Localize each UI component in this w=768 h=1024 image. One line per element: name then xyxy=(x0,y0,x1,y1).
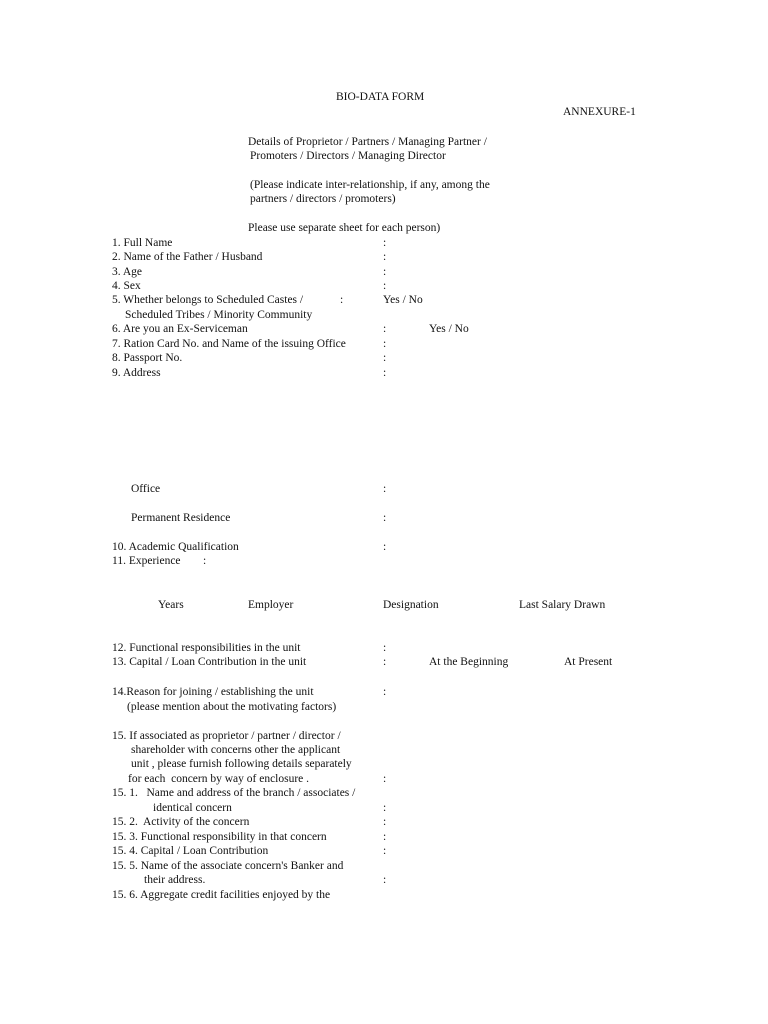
colon: : xyxy=(383,352,387,364)
field-15-5-line-2: their address. xyxy=(144,874,206,886)
details-line-2: Promoters / Directors / Managing Director xyxy=(250,150,446,162)
note-line-1: (Please indicate inter-relationship, if any, among the xyxy=(250,179,490,191)
field-associated-line-1: 15. If associated as proprietor / partner / director / xyxy=(112,730,341,742)
field-ration-card: 7. Ration Card No. and Name of the issuing Office xyxy=(112,338,346,350)
colon: : xyxy=(383,845,387,857)
field-address: 9. Address xyxy=(112,367,161,379)
colon: : xyxy=(383,541,387,553)
colon: : xyxy=(383,338,387,350)
field-experience: 11. Experience xyxy=(112,555,181,567)
field-15-1-line-2: identical concern xyxy=(153,802,232,814)
colon: : xyxy=(383,483,387,495)
field-reason-note: (please mention about the motivating factors) xyxy=(127,701,337,713)
details-line-1: Details of Proprietor / Partners / Managing Partner / xyxy=(248,136,487,148)
colon: : xyxy=(383,802,387,814)
field-15-4: 15. 4. Capital / Loan Contribution xyxy=(112,845,269,857)
colon: : xyxy=(340,294,344,306)
field-associated-line-2: shareholder with concerns other the applicant xyxy=(131,744,341,756)
experience-header-years: Years xyxy=(158,599,184,611)
field-functional-responsibilities: 12. Functional responsibilities in the unit xyxy=(112,642,301,654)
field-15-3: 15. 3. Functional responsibility in that concern xyxy=(112,831,327,843)
field-15-2: 15. 2. Activity of the concern xyxy=(112,816,250,828)
colon: : xyxy=(383,251,387,263)
annexure-label: ANNEXURE-1 xyxy=(563,106,636,118)
field-15-1-line-1: 15. 1. Name and address of the branch / associates / xyxy=(112,787,356,799)
colon: : xyxy=(383,874,387,886)
experience-header-employer: Employer xyxy=(248,599,294,611)
field-caste-line-2: Scheduled Tribes / Minority Community xyxy=(125,309,313,321)
field-caste-line-1: 5. Whether belongs to Scheduled Castes / xyxy=(112,294,304,306)
colon: : xyxy=(383,642,387,654)
field-capital-contribution: 13. Capital / Loan Contribution in the unit xyxy=(112,656,307,668)
colon: : xyxy=(383,512,387,524)
colon: : xyxy=(383,266,387,278)
colon: : xyxy=(383,686,387,698)
field-full-name: 1. Full Name xyxy=(112,237,173,249)
field-office: Office xyxy=(131,483,161,495)
field-15-5-line-1: 15. 5. Name of the associate concern's Banker and xyxy=(112,860,344,872)
field-associated-line-4: for each concern by way of enclosure . xyxy=(128,773,310,785)
colon: : xyxy=(383,367,387,379)
colon: : xyxy=(383,323,387,335)
field-father-husband: 2. Name of the Father / Husband xyxy=(112,251,263,263)
field-ex-serviceman: 6. Are you an Ex-Serviceman xyxy=(112,323,248,335)
field-associated-line-3: unit , please furnish following details separately xyxy=(131,758,352,770)
colon: : xyxy=(383,280,387,292)
experience-header-designation: Designation xyxy=(383,599,439,611)
field-academic-qualification: 10. Academic Qualification xyxy=(112,541,239,553)
field-15-6: 15. 6. Aggregate credit facilities enjoyed by the xyxy=(112,889,331,901)
capital-at-beginning: At the Beginning xyxy=(429,656,509,668)
field-age: 3. Age xyxy=(112,266,143,278)
colon: : xyxy=(383,773,387,785)
colon: : xyxy=(383,831,387,843)
experience-header-salary: Last Salary Drawn xyxy=(519,599,606,611)
field-reason-joining: 14.Reason for joining / establishing the unit xyxy=(112,686,314,698)
ex-serviceman-answer: Yes / No xyxy=(429,323,469,335)
field-permanent-residence: Permanent Residence xyxy=(131,512,231,524)
note-line-3: Please use separate sheet for each person) xyxy=(248,222,441,234)
colon: : xyxy=(383,237,387,249)
note-line-2: partners / directors / promoters) xyxy=(250,193,396,205)
colon: : xyxy=(203,555,207,567)
colon: : xyxy=(383,656,387,668)
field-sex: 4. Sex xyxy=(112,280,141,292)
form-title: BIO-DATA FORM xyxy=(336,91,425,103)
capital-at-present: At Present xyxy=(564,656,613,668)
field-passport: 8. Passport No. xyxy=(112,352,183,364)
caste-answer: Yes / No xyxy=(383,294,423,306)
colon: : xyxy=(383,816,387,828)
